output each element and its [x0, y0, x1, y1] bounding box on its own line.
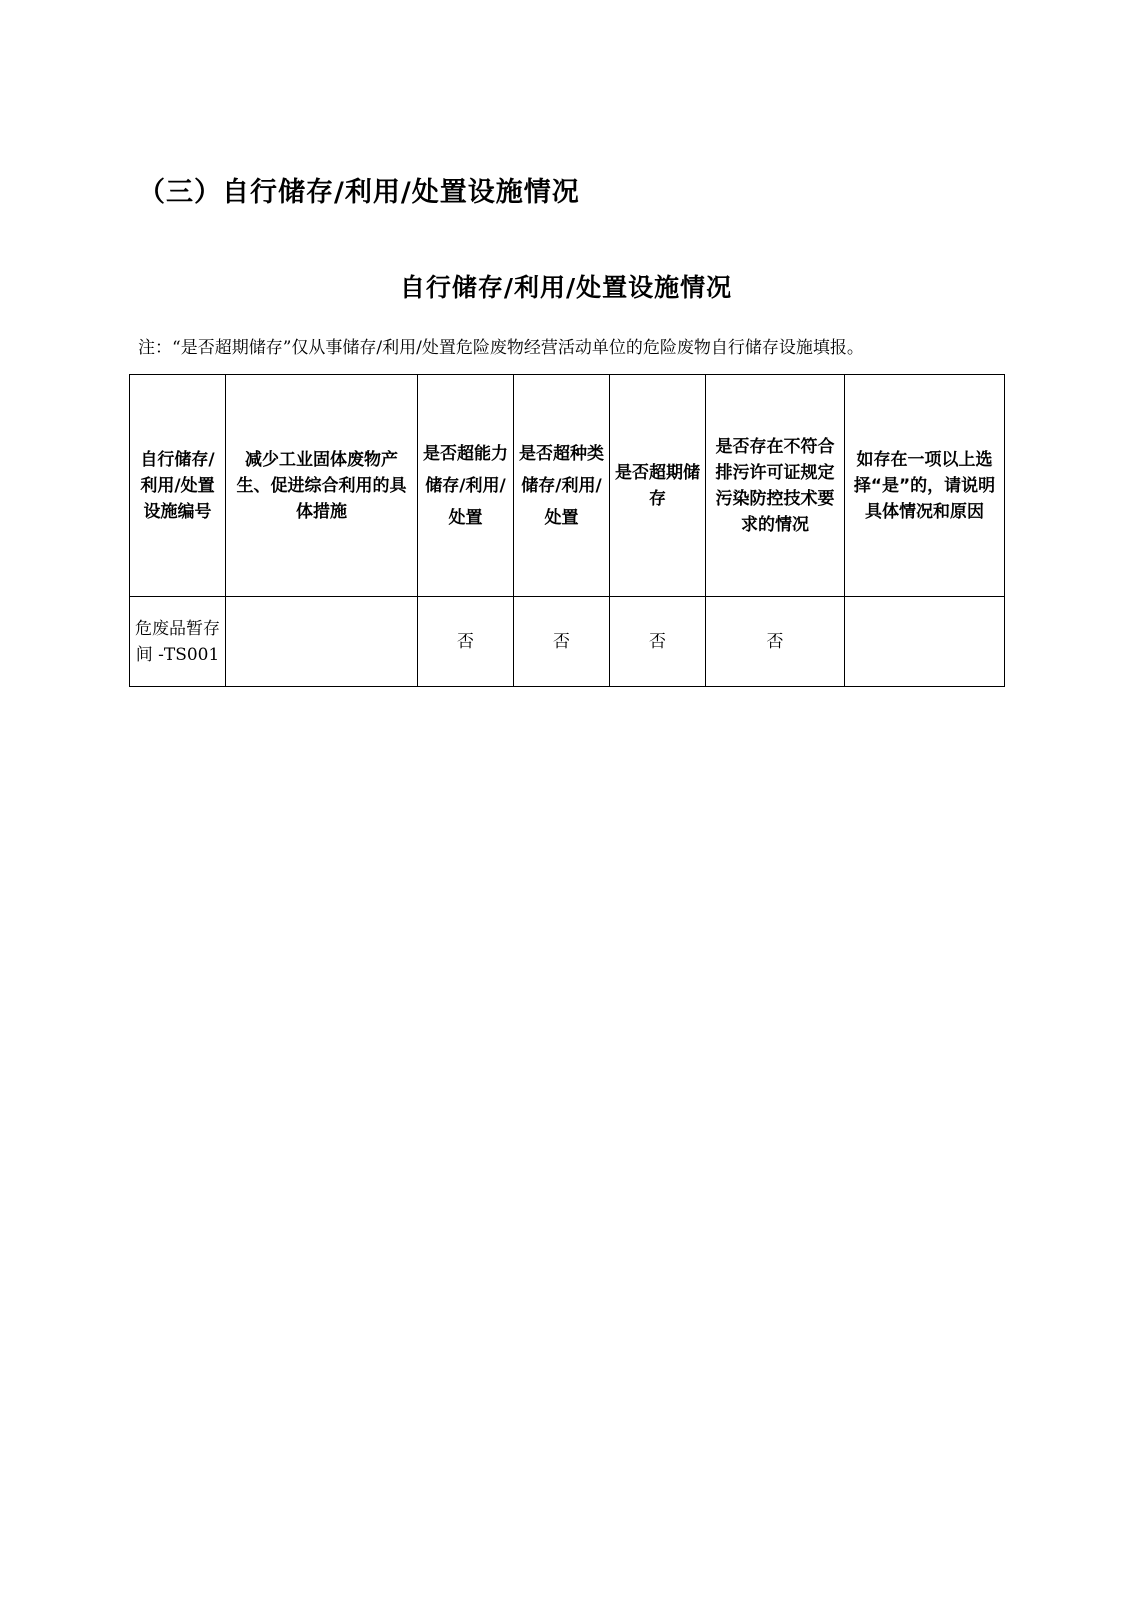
header-row [130, 375, 1005, 597]
cell-over-capacity: 否 [418, 597, 514, 687]
cell-over-period: 否 [610, 597, 706, 687]
table-title: 自行储存/利用/处置设施情况 [399, 273, 733, 302]
header-over-period: 是否超期储存 [610, 375, 706, 597]
header-explanation: 如存在一项以上选择“是”的，请说明具体情况和原因 [845, 375, 1005, 597]
section-heading: （三）自行储存/利用/处置设施情况 [138, 177, 580, 208]
table-note: 注：“是否超期储存”仅从事储存/利用/处置危险废物经营活动单位的危险废物自行储存设施填报。 [138, 338, 864, 358]
cell-noncompliance: 否 [706, 597, 845, 687]
cell-facility-id: 危废品暂存间 -TS001 [130, 597, 226, 687]
cell-over-type: 否 [514, 597, 610, 687]
header-facility-id: 自行储存/利用/处置设施编号 [130, 375, 226, 597]
table-row [130, 597, 1005, 687]
cell-reduction-measures [226, 597, 418, 687]
header-noncompliance: 是否存在不符合排污许可证规定污染防控技术要求的情况 [706, 375, 845, 597]
header-over-capacity: 是否超能力储存/利用/处置 [418, 375, 514, 597]
header-over-type: 是否超种类储存/利用/处置 [514, 375, 610, 597]
facility-table [129, 374, 1005, 687]
cell-explanation [845, 597, 1005, 687]
header-reduction-measures: 减少工业固体废物产生、促进综合利用的具体措施 [226, 375, 418, 597]
